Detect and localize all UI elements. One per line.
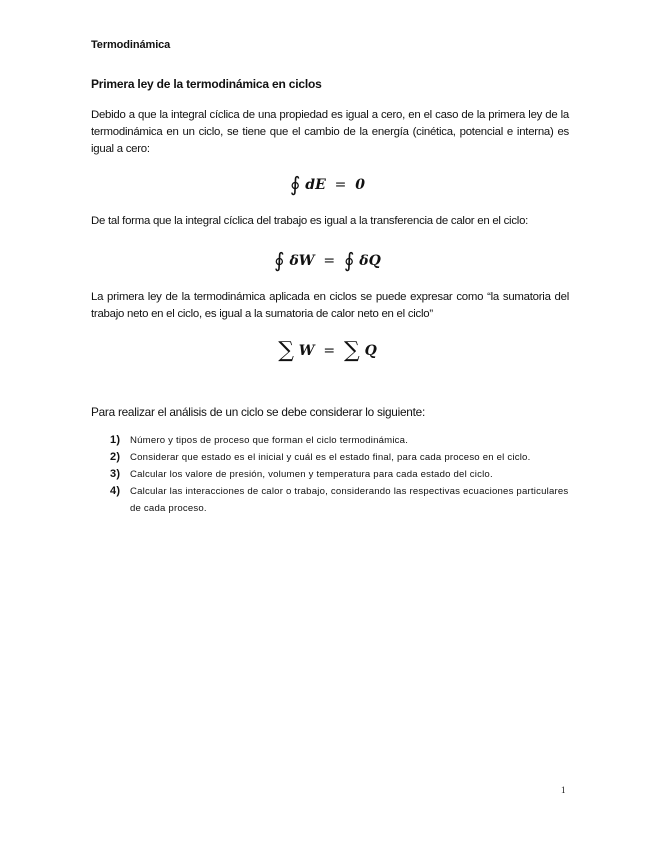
cyclic-integral-symbol: ∮: [274, 248, 285, 272]
equation-rhs: 0: [355, 177, 365, 193]
section-title: Primera ley de la termodinámica en ciclos: [91, 77, 322, 91]
paragraph-analysis-intro: Para realizar el análisis de un ciclo se debe considerar lo siguiente:: [91, 405, 425, 419]
equals-sign: =: [323, 253, 336, 269]
cyclic-integral-symbol: ∮: [290, 172, 301, 196]
equation-rhs: δQ: [359, 253, 381, 269]
list-item-number: 2): [110, 451, 121, 463]
equals-sign: =: [334, 177, 347, 193]
equation-lhs: δW: [289, 253, 315, 269]
list-item: [110, 432, 570, 449]
list-item: [110, 466, 570, 483]
list-item-number: 3): [110, 468, 121, 480]
equation-energy-cycle: [0, 170, 655, 194]
equals-sign: =: [323, 343, 336, 359]
paragraph-first-law-cycles: La primera ley de la termodinámica aplicada en ciclos se puede expresar como “la sumatoria del trabajo neto en el ciclo, es igual a la sumatoria de calor neto en el ciclo”: [91, 291, 569, 320]
analysis-steps-list: [110, 432, 570, 517]
paragraph-work-heat: De tal forma que la integral cíclica del trabajo es igual a la transferencia de calor en el ciclo:: [91, 215, 529, 227]
page-number: 1: [561, 785, 566, 795]
equation-lhs: W: [298, 343, 315, 359]
page-header: Termodinámica: [91, 39, 171, 51]
list-item-text: Número y tipos de proceso que forman el ciclo termodinámica.: [130, 435, 409, 446]
cyclic-integral-symbol: ∮: [344, 248, 355, 272]
list-item-text: Considerar que estado es el inicial y cuál es el estado final, para cada proceso en el ciclo.: [130, 452, 531, 463]
list-item: [110, 483, 570, 517]
list-item-text: Calcular los valore de presión, volumen y temperatura para cada estado del ciclo.: [130, 469, 493, 480]
equation-sum-work-heat: [0, 336, 655, 361]
paragraph-intro: Debido a que la integral cíclica de una propiedad es igual a cero, en el caso de la primera ley de la termodinámica en un ciclo, se tiene que el cambio de la energía (cinética, potencial e interna) es igual a cero:: [91, 109, 569, 155]
equation-rhs: Q: [364, 343, 377, 359]
list-item-text: Calcular las interacciones de calor o trabajo, considerando las respectivas ecuaciones particulares de cada proceso.: [130, 486, 569, 514]
summation-symbol: ∑: [278, 338, 294, 363]
summation-symbol: ∑: [344, 338, 360, 363]
equation-lhs: dE: [305, 177, 326, 193]
equation-work-heat-integral: [0, 246, 655, 270]
list-item-number: 4): [110, 485, 121, 497]
list-item: [110, 449, 570, 466]
list-item-number: 1): [110, 434, 121, 446]
